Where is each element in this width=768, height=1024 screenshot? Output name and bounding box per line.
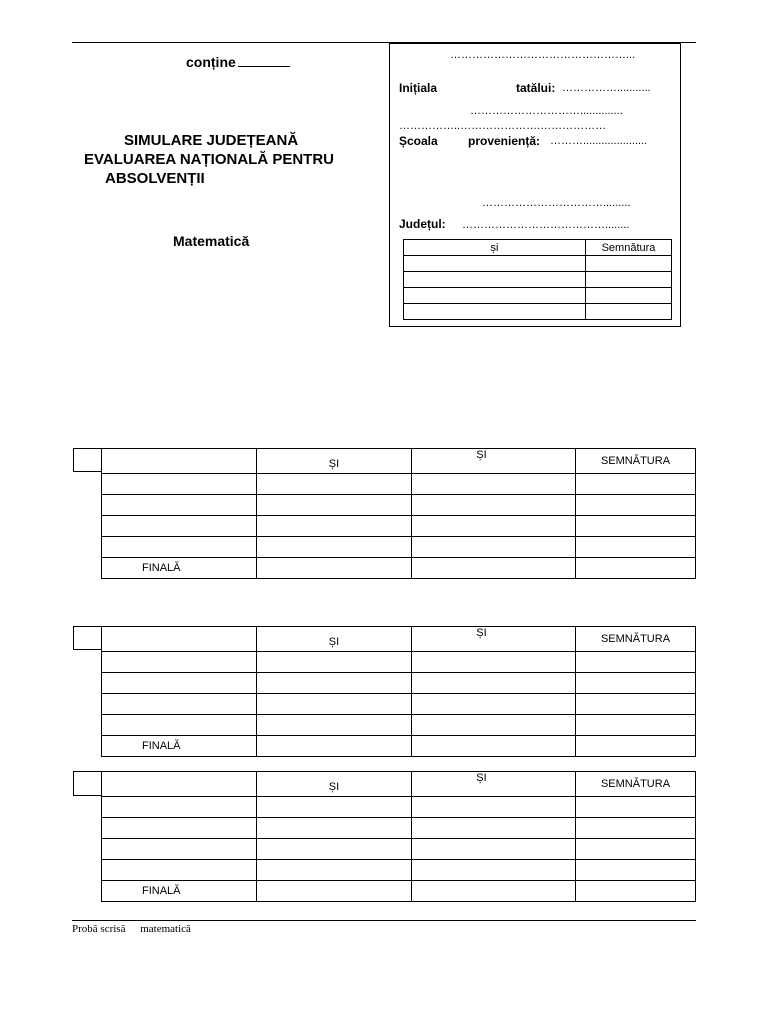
footer-rule bbox=[72, 920, 696, 921]
contine-label: conține bbox=[186, 54, 236, 70]
table-row bbox=[102, 694, 696, 715]
score-cell[interactable] bbox=[576, 558, 696, 579]
corner-box bbox=[73, 626, 101, 650]
score-cell[interactable] bbox=[412, 474, 576, 495]
score-cell[interactable] bbox=[412, 839, 576, 860]
score-cell[interactable] bbox=[102, 860, 257, 881]
score-table bbox=[101, 448, 696, 579]
final-row bbox=[102, 881, 696, 902]
signature-table bbox=[403, 239, 672, 320]
score-cell[interactable] bbox=[576, 881, 696, 902]
score-cell[interactable] bbox=[257, 495, 412, 516]
table-row bbox=[102, 673, 696, 694]
score-cell[interactable] bbox=[576, 537, 696, 558]
score-cell[interactable] bbox=[412, 537, 576, 558]
score-cell[interactable] bbox=[102, 537, 257, 558]
score-cell[interactable] bbox=[257, 652, 412, 673]
sig-col1-header: și bbox=[404, 240, 586, 256]
header-cell-si-2: ȘI bbox=[412, 449, 576, 474]
table-header-row bbox=[102, 627, 696, 652]
score-cell[interactable] bbox=[576, 715, 696, 736]
footer bbox=[72, 923, 191, 935]
corner-box bbox=[73, 771, 101, 796]
table-header-row bbox=[102, 772, 696, 797]
header-cell-si-1: ȘI bbox=[257, 772, 412, 797]
score-cell[interactable] bbox=[102, 673, 257, 694]
score-cell[interactable] bbox=[257, 736, 412, 757]
table-row bbox=[404, 272, 672, 288]
final-label: FINALĂ bbox=[102, 881, 257, 902]
table-row bbox=[102, 495, 696, 516]
score-cell[interactable] bbox=[257, 558, 412, 579]
identification-box bbox=[389, 43, 681, 327]
header-cell-empty bbox=[102, 627, 257, 652]
score-cell[interactable] bbox=[576, 694, 696, 715]
table-row bbox=[404, 256, 672, 272]
table-row bbox=[404, 288, 672, 304]
table-row bbox=[102, 797, 696, 818]
table-row bbox=[102, 652, 696, 673]
score-cell[interactable] bbox=[412, 495, 576, 516]
final-row bbox=[102, 558, 696, 579]
score-cell[interactable] bbox=[102, 652, 257, 673]
score-cell[interactable] bbox=[257, 673, 412, 694]
table-row bbox=[102, 537, 696, 558]
sig-cell[interactable] bbox=[586, 272, 672, 288]
score-cell[interactable] bbox=[412, 736, 576, 757]
table-row bbox=[102, 474, 696, 495]
contine-line bbox=[186, 54, 290, 70]
sig-cell[interactable] bbox=[586, 288, 672, 304]
header-cell-empty bbox=[102, 772, 257, 797]
sig-cell[interactable] bbox=[404, 304, 586, 320]
score-cell[interactable] bbox=[102, 715, 257, 736]
judetul-dots[interactable]: …………………………………........ bbox=[462, 219, 630, 231]
subject-title: Matematică bbox=[173, 233, 250, 249]
score-cell[interactable] bbox=[102, 839, 257, 860]
sig-cell[interactable] bbox=[404, 272, 586, 288]
table-header-row bbox=[102, 449, 696, 474]
score-cell[interactable] bbox=[576, 673, 696, 694]
table-row bbox=[102, 839, 696, 860]
score-cell[interactable] bbox=[102, 797, 257, 818]
score-cell[interactable] bbox=[412, 881, 576, 902]
score-cell[interactable] bbox=[257, 715, 412, 736]
score-table bbox=[101, 771, 696, 902]
score-cell[interactable] bbox=[412, 694, 576, 715]
score-cell[interactable] bbox=[576, 818, 696, 839]
header-cell-si-2: ȘI bbox=[412, 627, 576, 652]
header-cell-si-1: ȘI bbox=[257, 627, 412, 652]
header-cell-signature: SEMNĂTURA bbox=[576, 449, 696, 474]
score-cell[interactable] bbox=[257, 818, 412, 839]
score-cell[interactable] bbox=[412, 715, 576, 736]
score-cell[interactable] bbox=[257, 797, 412, 818]
signature-table-header bbox=[404, 240, 672, 256]
score-cell[interactable] bbox=[412, 673, 576, 694]
score-cell[interactable] bbox=[412, 797, 576, 818]
provenienta-label: proveniență: bbox=[468, 134, 541, 148]
score-cell[interactable] bbox=[576, 516, 696, 537]
score-cell[interactable] bbox=[576, 736, 696, 757]
score-cell[interactable] bbox=[257, 516, 412, 537]
exam-title bbox=[84, 131, 354, 188]
score-cell[interactable] bbox=[576, 495, 696, 516]
score-cell[interactable] bbox=[412, 516, 576, 537]
score-cell[interactable] bbox=[257, 839, 412, 860]
score-cell[interactable] bbox=[257, 881, 412, 902]
score-table bbox=[101, 626, 696, 757]
score-cell[interactable] bbox=[102, 516, 257, 537]
title-line-3: ABSOLVENȚII bbox=[105, 170, 205, 187]
score-cell[interactable] bbox=[102, 694, 257, 715]
table-row bbox=[102, 860, 696, 881]
final-label: FINALĂ bbox=[102, 736, 257, 757]
table-row bbox=[404, 304, 672, 320]
footer-left-text: Probă scrisă bbox=[72, 923, 126, 935]
table-row bbox=[102, 715, 696, 736]
score-cell[interactable] bbox=[257, 537, 412, 558]
sig-cell[interactable] bbox=[586, 304, 672, 320]
sig-cell[interactable] bbox=[404, 256, 586, 272]
score-cell[interactable] bbox=[257, 694, 412, 715]
header-cell-signature: SEMNĂTURA bbox=[576, 772, 696, 797]
dots-line-4[interactable]: ……………………………......... bbox=[482, 197, 631, 209]
header-cell-si-1: ȘI bbox=[257, 449, 412, 474]
dots-top: …………………………………………... bbox=[450, 49, 636, 61]
score-cell[interactable] bbox=[102, 495, 257, 516]
score-cell[interactable] bbox=[412, 558, 576, 579]
score-cell[interactable] bbox=[257, 860, 412, 881]
score-cell[interactable] bbox=[102, 818, 257, 839]
score-cell[interactable] bbox=[576, 474, 696, 495]
tatalui-label: tatălui: bbox=[516, 81, 556, 95]
title-line-1: SIMULARE JUDEȚEANĂ bbox=[124, 132, 299, 149]
header-cell-signature: SEMNĂTURA bbox=[576, 627, 696, 652]
score-cell[interactable] bbox=[576, 860, 696, 881]
dots-line-2[interactable]: ………………………….............. bbox=[470, 105, 623, 117]
score-cell[interactable] bbox=[576, 652, 696, 673]
table-row bbox=[102, 516, 696, 537]
sig-cell[interactable] bbox=[586, 256, 672, 272]
header-cell-si-2: ȘI bbox=[412, 772, 576, 797]
sig-cell[interactable] bbox=[404, 288, 586, 304]
score-cell[interactable] bbox=[257, 474, 412, 495]
tatalui-dots[interactable]: ……………........... bbox=[562, 82, 651, 94]
header-cell-empty bbox=[102, 449, 257, 474]
scoala-label: Școala bbox=[399, 134, 438, 148]
score-cell[interactable] bbox=[102, 474, 257, 495]
final-label: FINALĂ bbox=[102, 558, 257, 579]
contine-blank bbox=[238, 66, 290, 67]
score-cell[interactable] bbox=[412, 860, 576, 881]
score-cell[interactable] bbox=[576, 839, 696, 860]
initiala-label: Inițiala bbox=[399, 81, 438, 95]
dots-line-3[interactable]: ……………..………………….……………… bbox=[399, 120, 607, 132]
sig-col2-header: Semnătura bbox=[586, 240, 672, 256]
title-line-2: EVALUAREA NAȚIONALĂ PENTRU bbox=[84, 151, 334, 168]
score-cell[interactable] bbox=[576, 797, 696, 818]
score-cell[interactable] bbox=[412, 652, 576, 673]
corner-box bbox=[73, 448, 101, 472]
table-row bbox=[102, 818, 696, 839]
provenienta-dots[interactable]: ………..................... bbox=[550, 135, 648, 147]
final-row bbox=[102, 736, 696, 757]
judetul-label: Județul: bbox=[399, 217, 446, 231]
score-cell[interactable] bbox=[412, 818, 576, 839]
footer-right-text: matematică bbox=[140, 923, 191, 935]
